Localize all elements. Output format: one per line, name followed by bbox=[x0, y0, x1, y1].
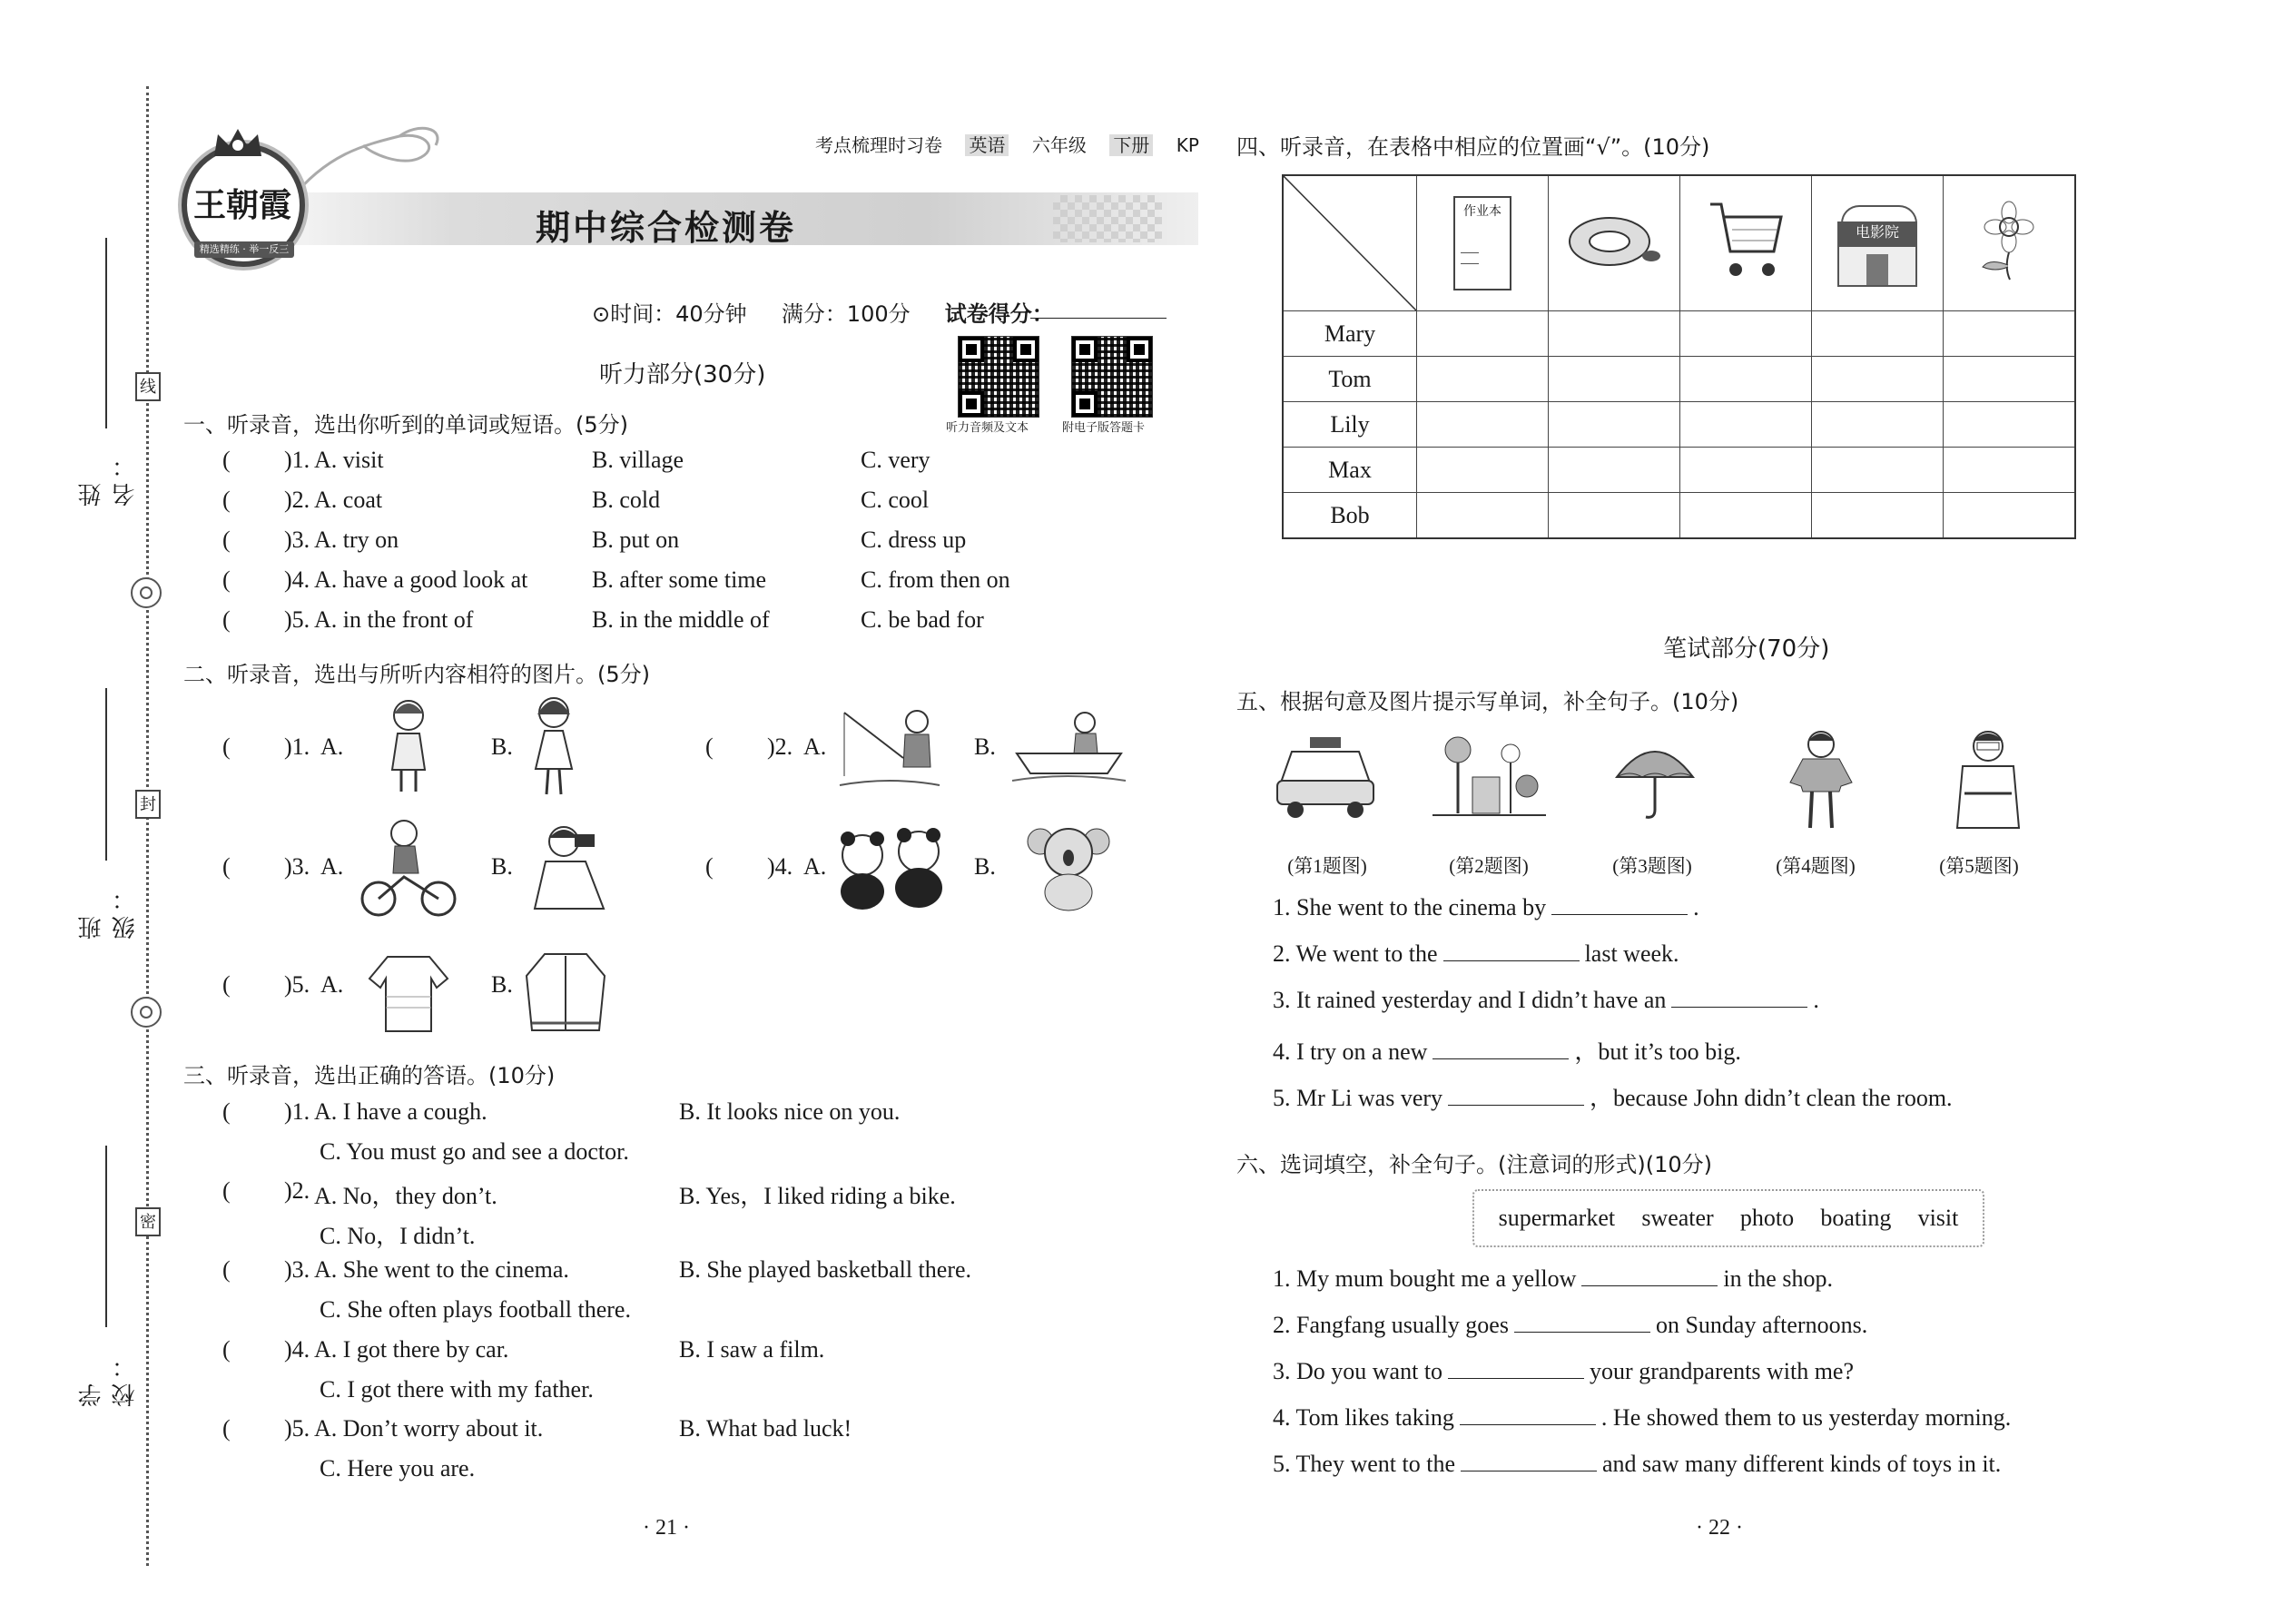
page-title: 期中综合检测卷 bbox=[536, 208, 797, 248]
listening-heading: 听力部分(30分) bbox=[599, 361, 766, 389]
item-number: 1 bbox=[291, 733, 304, 760]
qr-caption-audio: 听力音频及文本 bbox=[946, 420, 1029, 434]
option-a: A. visit bbox=[314, 447, 384, 473]
section-6-title: 六、选词填空，补全句子。(注意词的形式)(10分) bbox=[1236, 1152, 1712, 1177]
option-a: A. I got there by car. bbox=[314, 1336, 509, 1363]
series-info: 考点梳理时习卷 英语 六年级 下册 KP bbox=[815, 134, 1199, 156]
answer-blank[interactable] bbox=[1581, 1265, 1718, 1286]
answer-blank[interactable] bbox=[1448, 1085, 1584, 1106]
answer-slot[interactable] bbox=[718, 855, 760, 881]
checker-pattern bbox=[1053, 195, 1162, 242]
sentence-end: and saw many different kinds of toys in it. bbox=[1601, 1451, 2002, 1477]
option-c: C. cool bbox=[861, 487, 930, 513]
student-name: Mary bbox=[1283, 311, 1417, 357]
cinema-cell bbox=[1812, 175, 1944, 311]
swim-ring-icon bbox=[1564, 209, 1664, 272]
check-cell[interactable] bbox=[1944, 402, 2076, 448]
score-label: 试卷得分： bbox=[944, 301, 1054, 327]
question-number: )5. bbox=[284, 606, 310, 633]
fill-sentence bbox=[1273, 1079, 1953, 1113]
question-number: )4. bbox=[284, 1336, 310, 1363]
check-cell[interactable] bbox=[1944, 448, 2076, 493]
flower-cell bbox=[1944, 175, 2076, 311]
koala-picture bbox=[1028, 822, 1109, 912]
picture-option-b: B. bbox=[974, 733, 996, 760]
picture-option-b: B. bbox=[974, 853, 996, 880]
answer-slot[interactable] bbox=[235, 528, 277, 554]
option-c: C. You must go and see a doctor. bbox=[320, 1138, 629, 1165]
option-c: C. No，I didn’t. bbox=[320, 1223, 476, 1249]
answer-slot[interactable] bbox=[235, 488, 277, 514]
check-cell[interactable] bbox=[1417, 493, 1549, 539]
question-number: )1. bbox=[284, 447, 310, 473]
sentence-end: . He showed them to us yesterday morning. bbox=[1600, 1404, 2012, 1431]
answer-paren-open: ( bbox=[222, 527, 231, 553]
question-number: )2. bbox=[284, 487, 310, 513]
answer-paren-open: ( bbox=[222, 487, 231, 513]
sentence-start: 5. Mr Li was very bbox=[1273, 1085, 1443, 1111]
question-number: )2. bbox=[284, 1177, 310, 1204]
fill-sentence bbox=[1273, 894, 1699, 921]
sentence-start: 4. I try on a new bbox=[1273, 1038, 1428, 1065]
park-picture bbox=[1433, 732, 1546, 822]
answer-slot[interactable] bbox=[235, 1338, 277, 1363]
table-row bbox=[1283, 357, 2075, 402]
item-number: 5 bbox=[291, 1415, 304, 1442]
option-a: A. I have a cough. bbox=[314, 1098, 487, 1125]
option-a: A. coat bbox=[314, 487, 383, 513]
check-cell[interactable] bbox=[1680, 493, 1812, 539]
answer-paren-open: ( bbox=[222, 447, 231, 473]
question-number: )4. bbox=[767, 853, 793, 880]
answer-blank[interactable] bbox=[1671, 987, 1807, 1008]
girl-standing-picture bbox=[527, 694, 581, 799]
answer-paren-open: ( bbox=[222, 1177, 231, 1204]
answer-slot[interactable] bbox=[235, 1100, 277, 1126]
option-b: B. What bad luck! bbox=[679, 1415, 852, 1442]
option-b: B. I saw a film. bbox=[679, 1336, 825, 1363]
question-number: )4. bbox=[284, 566, 310, 593]
option-b: B. village bbox=[592, 447, 684, 473]
option-b: B. Yes，I liked riding a bike. bbox=[679, 1183, 956, 1209]
answer-slot[interactable] bbox=[235, 608, 277, 634]
item-number: 2 bbox=[774, 733, 787, 760]
taxi-picture bbox=[1274, 737, 1378, 819]
table-row bbox=[1283, 493, 2075, 539]
item-number: 1 bbox=[291, 447, 304, 473]
option-c: C. Here you are. bbox=[320, 1455, 476, 1481]
check-cell[interactable] bbox=[1944, 493, 2076, 539]
swirl-ornament bbox=[131, 577, 162, 608]
homework-book-cell bbox=[1417, 175, 1549, 311]
sentence-start: 3. It rained yesterday and I didn’t have an bbox=[1273, 987, 1667, 1013]
answer-blank[interactable] bbox=[1514, 1312, 1650, 1333]
answer-blank[interactable] bbox=[1460, 1404, 1596, 1425]
student-name: Max bbox=[1283, 448, 1417, 493]
answer-slot[interactable] bbox=[718, 735, 760, 761]
sentence-start: 4. Tom likes taking bbox=[1273, 1404, 1454, 1431]
word-bank-item: photo bbox=[1739, 1205, 1795, 1231]
option-a: A. try on bbox=[314, 527, 399, 553]
logo-text: 王朝霞 bbox=[192, 187, 291, 223]
swim-ring-cell bbox=[1549, 175, 1680, 311]
flower-icon bbox=[1968, 200, 2050, 281]
item-number: 4 bbox=[774, 853, 787, 880]
fill-sentence bbox=[1273, 1404, 2011, 1432]
question-number: )1. bbox=[284, 733, 310, 760]
answer-paren-open: ( bbox=[222, 566, 231, 593]
sentence-end: ，because John didn’t clean the room. bbox=[1590, 1085, 1953, 1111]
girl-sweater-picture bbox=[1787, 728, 1855, 832]
sentence-start: 2. We went to the bbox=[1273, 940, 1438, 967]
check-cell[interactable] bbox=[1812, 357, 1944, 402]
qr-code-audio[interactable] bbox=[958, 336, 1039, 418]
answer-slot[interactable] bbox=[235, 1417, 277, 1442]
option-b: B. It looks nice on you. bbox=[679, 1098, 901, 1125]
answer-slot[interactable] bbox=[235, 1258, 277, 1284]
check-cell[interactable] bbox=[1417, 311, 1549, 357]
check-cell[interactable] bbox=[1549, 311, 1680, 357]
sentence-end: your grandparents with me? bbox=[1590, 1358, 1855, 1384]
picture-option-a: A. bbox=[320, 733, 344, 760]
name-field[interactable] bbox=[105, 238, 107, 428]
check-cell[interactable] bbox=[1812, 402, 1944, 448]
item-number: 2 bbox=[291, 487, 304, 513]
check-cell[interactable] bbox=[1680, 357, 1812, 402]
answer-paren-open: ( bbox=[705, 853, 714, 880]
answer-paren-open: ( bbox=[222, 733, 231, 760]
answer-paren-open: ( bbox=[222, 853, 231, 880]
cycling-picture bbox=[359, 817, 458, 921]
answer-paren-open: ( bbox=[222, 1098, 231, 1125]
sentence-end: . bbox=[1693, 894, 1699, 920]
check-cell[interactable] bbox=[1812, 448, 1944, 493]
item-number: 3 bbox=[291, 1256, 304, 1283]
man-photo-picture bbox=[531, 822, 613, 912]
figure-caption: (第5题图) bbox=[1939, 855, 2019, 877]
answer-blank[interactable] bbox=[1551, 894, 1688, 915]
check-cell[interactable] bbox=[1549, 493, 1680, 539]
answer-blank[interactable] bbox=[1461, 1451, 1597, 1471]
answer-blank[interactable] bbox=[1433, 1038, 1569, 1059]
shopping-cart-icon bbox=[1705, 197, 1787, 283]
fill-sentence bbox=[1273, 1358, 1854, 1385]
bind-mark-seal: 封 bbox=[135, 790, 161, 819]
option-c: C. very bbox=[861, 447, 930, 473]
item-number: 5 bbox=[291, 971, 304, 998]
option-c: C. She often plays football there. bbox=[320, 1296, 631, 1323]
answer-slot[interactable] bbox=[235, 448, 277, 474]
name-label: 姓名： bbox=[78, 448, 139, 507]
page-number-right: · 22 · bbox=[1696, 1516, 1743, 1540]
sentence-end: on Sunday afternoons. bbox=[1655, 1312, 1868, 1338]
option-c: C. be bad for bbox=[861, 606, 984, 633]
bind-mark-line: 线 bbox=[135, 372, 161, 401]
check-cell[interactable] bbox=[1549, 357, 1680, 402]
sentence-start: 1. She went to the cinema by bbox=[1273, 894, 1547, 920]
school-field[interactable] bbox=[105, 1146, 107, 1327]
option-a: A. Don’t worry about it. bbox=[314, 1415, 544, 1442]
item-number: 3 bbox=[291, 527, 304, 553]
binding-dotted-line bbox=[146, 86, 149, 1566]
check-cell[interactable] bbox=[1549, 402, 1680, 448]
student-name: Lily bbox=[1283, 402, 1417, 448]
pandas-picture bbox=[835, 828, 949, 910]
fill-sentence bbox=[1273, 1312, 1867, 1339]
page-number-left: · 21 · bbox=[643, 1516, 690, 1540]
girl-sick-picture bbox=[381, 697, 436, 797]
picture-option-a: A. bbox=[320, 853, 344, 880]
picture-option-a: A. bbox=[320, 971, 344, 998]
question-number: )3. bbox=[284, 527, 310, 553]
answer-slot[interactable] bbox=[235, 1179, 277, 1205]
item-number: 3 bbox=[291, 853, 304, 880]
option-c: C. from then on bbox=[861, 566, 1010, 593]
option-c: C. dress up bbox=[861, 527, 967, 553]
answer-paren-open: ( bbox=[222, 1256, 231, 1283]
check-cell[interactable] bbox=[1549, 448, 1680, 493]
table-row bbox=[1283, 311, 2075, 357]
sentence-start: 1. My mum bought me a yellow bbox=[1273, 1265, 1577, 1292]
word-bank-item: visit bbox=[1917, 1205, 1959, 1231]
word-bank-item: supermarket bbox=[1498, 1205, 1616, 1231]
book-label: 作业本 bbox=[1463, 205, 1501, 219]
option-b: B. after some time bbox=[592, 566, 767, 593]
section-2-title: 二、听录音，选出与所听内容相符的图片。(5分) bbox=[183, 662, 650, 687]
section-5-title: 五、根据句意及图片提示写单词，补全句子。(10分) bbox=[1236, 689, 1739, 714]
table-row bbox=[1283, 402, 2075, 448]
score-field[interactable] bbox=[1030, 318, 1167, 319]
boating-picture bbox=[1012, 708, 1126, 790]
option-a: A. have a good look at bbox=[314, 566, 528, 593]
check-cell[interactable] bbox=[1680, 311, 1812, 357]
question-number: )3. bbox=[284, 1256, 310, 1283]
qr-caption-answer: 附电子版答题卡 bbox=[1062, 420, 1146, 434]
fill-sentence bbox=[1273, 1451, 2001, 1478]
table-row bbox=[1283, 448, 2075, 493]
angry-teacher-picture bbox=[1952, 726, 2024, 833]
check-cell[interactable] bbox=[1680, 448, 1812, 493]
picture-option-b: B. bbox=[491, 853, 513, 880]
sentence-start: 3. Do you want to bbox=[1273, 1358, 1443, 1384]
figure-caption: (第4题图) bbox=[1776, 855, 1856, 877]
check-cell[interactable] bbox=[1812, 311, 1944, 357]
option-a: A. She went to the cinema. bbox=[314, 1256, 569, 1283]
check-cell[interactable] bbox=[1944, 357, 2076, 402]
check-cell[interactable] bbox=[1680, 402, 1812, 448]
option-a: A. No，they don’t. bbox=[314, 1183, 497, 1209]
answer-slot[interactable] bbox=[235, 855, 277, 881]
qr-code-answer-sheet[interactable] bbox=[1071, 336, 1153, 418]
sentence-start: 5. They went to the bbox=[1273, 1451, 1455, 1477]
question-number: )1. bbox=[284, 1098, 310, 1125]
fishing-picture bbox=[840, 704, 940, 794]
picture-option-b: B. bbox=[491, 971, 513, 998]
student-name: Tom bbox=[1283, 357, 1417, 402]
umbrella-picture bbox=[1611, 735, 1698, 822]
writing-heading: 笔试部分(70分) bbox=[1663, 635, 1830, 663]
word-bank-item: sweater bbox=[1641, 1205, 1714, 1231]
item-number: 1 bbox=[291, 1098, 304, 1125]
answer-blank[interactable] bbox=[1443, 940, 1580, 961]
answer-paren-open: ( bbox=[222, 1336, 231, 1363]
fill-sentence bbox=[1273, 940, 1679, 968]
time-info: ⊙时间：40分钟 bbox=[592, 301, 747, 327]
option-c: C. I got there with my father. bbox=[320, 1376, 594, 1403]
figure-caption: (第3题图) bbox=[1612, 855, 1692, 877]
sentence-end: last week. bbox=[1584, 940, 1679, 967]
answer-paren-open: ( bbox=[222, 971, 231, 998]
word-bank bbox=[1472, 1189, 1984, 1247]
item-number: 4 bbox=[291, 566, 304, 593]
check-cell[interactable] bbox=[1944, 311, 2076, 357]
item-number: 5 bbox=[291, 606, 304, 633]
swirl-ornament bbox=[131, 997, 162, 1028]
word-bank-item: boating bbox=[1820, 1205, 1892, 1231]
fill-sentence bbox=[1273, 987, 1819, 1014]
question-number: )2. bbox=[767, 733, 793, 760]
section-1-title: 一、听录音，选出你听到的单词或短语。(5分) bbox=[183, 412, 628, 438]
option-b: B. cold bbox=[592, 487, 661, 513]
jacket-picture bbox=[525, 949, 606, 1035]
sentence-start: 2. Fangfang usually goes bbox=[1273, 1312, 1509, 1338]
class-field[interactable] bbox=[105, 688, 107, 861]
answer-blank[interactable] bbox=[1448, 1358, 1584, 1379]
fill-sentence bbox=[1273, 1265, 1833, 1293]
answer-slot[interactable] bbox=[235, 735, 277, 761]
sentence-end: ，but it’s too big. bbox=[1574, 1038, 1741, 1065]
check-cell[interactable] bbox=[1812, 493, 1944, 539]
option-b: B. put on bbox=[592, 527, 680, 553]
section-4-title: 四、听录音，在表格中相应的位置画“√”。(10分) bbox=[1236, 134, 1710, 160]
student-name: Bob bbox=[1283, 493, 1417, 539]
exam-info bbox=[592, 296, 1054, 328]
sweater-picture bbox=[368, 951, 449, 1035]
option-a: A. in the front of bbox=[314, 606, 474, 633]
question-number: )5. bbox=[284, 971, 310, 998]
answer-paren-open: ( bbox=[222, 1415, 231, 1442]
picture-option-a: A. bbox=[803, 853, 827, 880]
answer-paren-open: ( bbox=[222, 606, 231, 633]
bind-mark-close: 密 bbox=[135, 1207, 161, 1236]
table-corner bbox=[1283, 175, 1417, 311]
answer-paren-open: ( bbox=[705, 733, 714, 760]
crown-icon bbox=[211, 127, 265, 160]
logo-banner: 精选精练 · 举一反三 bbox=[194, 241, 294, 258]
check-cell[interactable] bbox=[1417, 448, 1549, 493]
check-cell[interactable] bbox=[1417, 402, 1549, 448]
school-label: 学校： bbox=[78, 1349, 139, 1407]
item-number: 4 bbox=[291, 1336, 304, 1363]
question-number: )3. bbox=[284, 853, 310, 880]
answer-slot[interactable] bbox=[235, 568, 277, 594]
figure-caption: (第2题图) bbox=[1449, 855, 1529, 877]
answer-slot[interactable] bbox=[235, 973, 277, 999]
sentence-end: in the shop. bbox=[1723, 1265, 1833, 1292]
figure-caption: (第1题图) bbox=[1287, 855, 1367, 877]
option-b: B. in the middle of bbox=[592, 606, 770, 633]
full-score: 满分：100分 bbox=[781, 301, 911, 327]
section-3-title: 三、听录音，选出正确的答语。(10分) bbox=[183, 1063, 556, 1088]
picture-option-a: A. bbox=[803, 733, 827, 760]
checklist-table bbox=[1282, 174, 2076, 539]
option-b: B. She played basketball there. bbox=[679, 1256, 972, 1283]
sentence-end: . bbox=[1813, 987, 1819, 1013]
class-label: 班级： bbox=[78, 881, 139, 940]
question-number: )5. bbox=[284, 1415, 310, 1442]
cinema-label: 电影院 bbox=[1837, 221, 1917, 245]
picture-option-b: B. bbox=[491, 733, 513, 760]
check-cell[interactable] bbox=[1417, 357, 1549, 402]
fill-sentence bbox=[1273, 1033, 1741, 1067]
item-number: 2 bbox=[291, 1177, 304, 1204]
shopping-cart-cell bbox=[1680, 175, 1812, 311]
